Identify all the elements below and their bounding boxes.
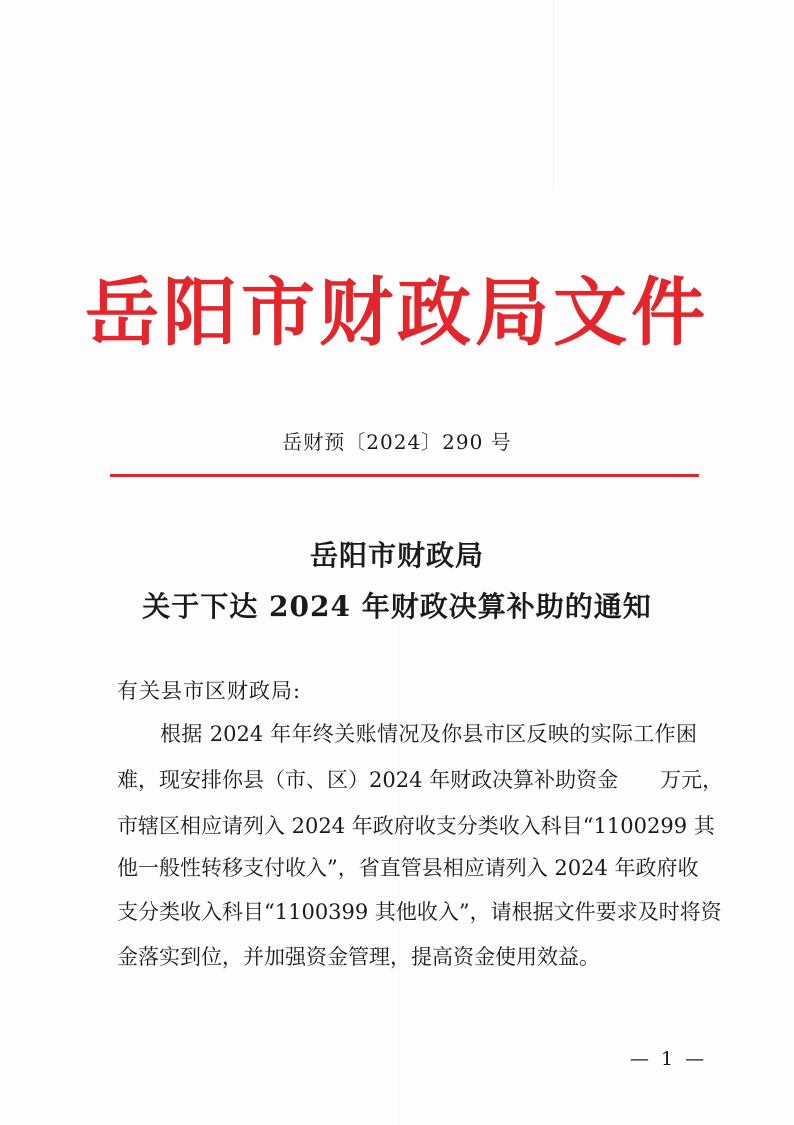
red-separator-line bbox=[110, 474, 699, 477]
body-paragraph-line: 他一般性转移支付收入”，省直管县相应请列入 2024 年政府收 bbox=[117, 856, 699, 880]
body-paragraph-line: 根据 2024 年年终关账情况及你县市区反映的实际工作困 bbox=[160, 722, 697, 746]
document-title-line-2: 关于下达 2024 年财政决算补助的通知 bbox=[142, 590, 652, 623]
document-title-line-1: 岳阳市财政局 bbox=[309, 539, 484, 572]
body-paragraph-line: 市辖区相应请列入 2024 年政府收支分类收入科目“1100299 其 bbox=[117, 814, 715, 838]
page-number: — 1 — bbox=[630, 1048, 708, 1070]
scan-crease bbox=[553, 0, 554, 190]
body-paragraph-line: 支分类收入科目“1100399 其他收入”，请根据文件要求及时将资 bbox=[117, 900, 722, 924]
body-paragraph-line: 金落实到位，并加强资金管理，提高资金使用效益。 bbox=[117, 945, 600, 969]
salutation: 有关县市区财政局: bbox=[117, 679, 302, 703]
document-number: 岳财预〔2024〕290 号 bbox=[282, 430, 512, 454]
body-paragraph-line: 难，现安排你县（市、区）2024 年财政决算补助资金 万元， bbox=[117, 768, 724, 792]
issuing-authority-header: 岳阳市财政局文件 bbox=[85, 270, 709, 356]
